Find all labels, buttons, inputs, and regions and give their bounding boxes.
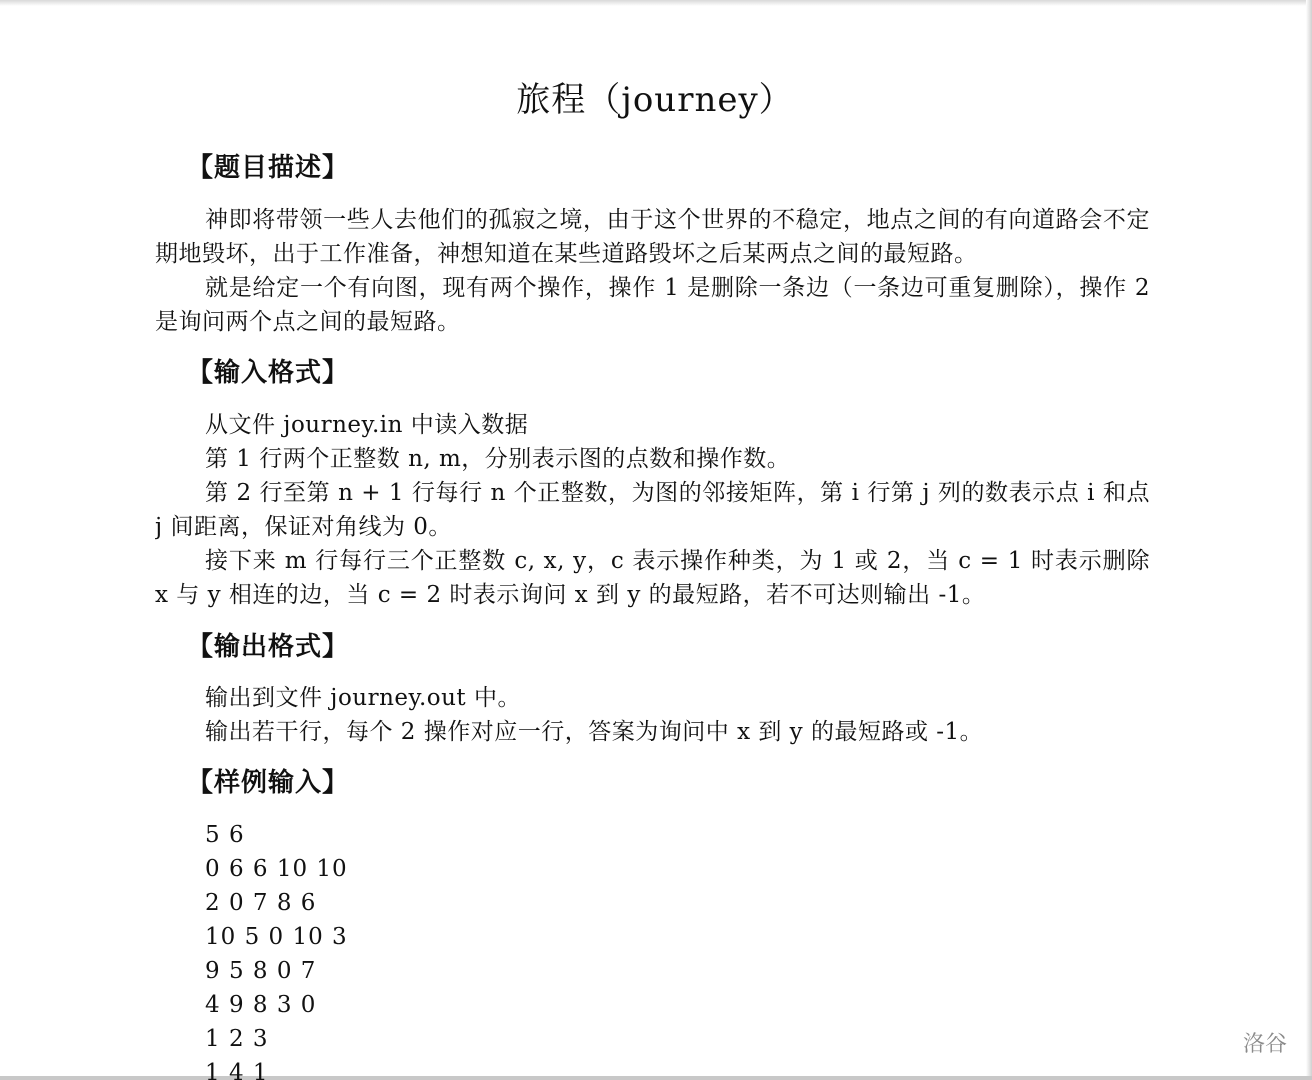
description-paragraph-1: 神即将带领一些人去他们的孤寂之境，由于这个世界的不稳定，地点之间的有向道路会不定期地毁坏，出于工作准备，神想知道在某些道路毁坏之后某两点之间的最短路。 xyxy=(155,207,1150,267)
sample-input-line: 2 0 7 8 6 xyxy=(205,890,317,916)
sample-input-line: 0 6 6 10 10 xyxy=(205,856,348,882)
description-heading: 【题目描述】 xyxy=(187,153,350,183)
input-format-paragraph-1: 第 2 行至第 n + 1 行每行 n 个正整数，为图的邻接矩阵，第 i 行第 j 列的数表示点 i 和点 j 间距离，保证对角线为 0。 xyxy=(155,480,1150,540)
output-format-line-1: 输出到文件 journey.out 中。 xyxy=(205,685,521,711)
output-format-line-2: 输出若干行，每个 2 操作对应一行，答案为询问中 x 到 y 的最短路或 -1。 xyxy=(205,719,984,745)
sample-input-line: 4 9 8 3 0 xyxy=(205,992,317,1018)
sample-input-line: 1 4 1 xyxy=(205,1060,269,1080)
luogu-watermark: 洛谷 xyxy=(1243,1032,1288,1057)
document-page xyxy=(155,0,1155,1080)
viewer-right-edge xyxy=(1306,0,1312,1080)
input-format-paragraph-2: 接下来 m 行每行三个正整数 c, x, y，c 表示操作种类，为 1 或 2，当 c = 1 时表示删除 x 与 y 相连的边，当 c = 2 时表示询问 x 到 y 的最短路，若不可达则输出 -1。 xyxy=(155,548,1150,608)
input-format-heading: 【输入格式】 xyxy=(187,358,350,388)
page-title: 旅程（journey） xyxy=(516,80,794,120)
sample-input-line: 9 5 8 0 7 xyxy=(205,958,317,984)
sample-input-line: 1 2 3 xyxy=(205,1026,269,1052)
sample-input-line: 5 6 xyxy=(205,822,245,848)
sample-input-line: 10 5 0 10 3 xyxy=(205,924,348,950)
input-format-line-1: 从文件 journey.in 中读入数据 xyxy=(205,412,529,438)
output-format-heading: 【输出格式】 xyxy=(187,632,350,662)
sample-input-heading: 【样例输入】 xyxy=(187,768,350,798)
description-paragraph-2: 就是给定一个有向图，现有两个操作，操作 1 是删除一条边（一条边可重复删除），操作 2 是询问两个点之间的最短路。 xyxy=(155,275,1150,335)
input-format-line-2: 第 1 行两个正整数 n, m，分别表示图的点数和操作数。 xyxy=(205,446,791,472)
